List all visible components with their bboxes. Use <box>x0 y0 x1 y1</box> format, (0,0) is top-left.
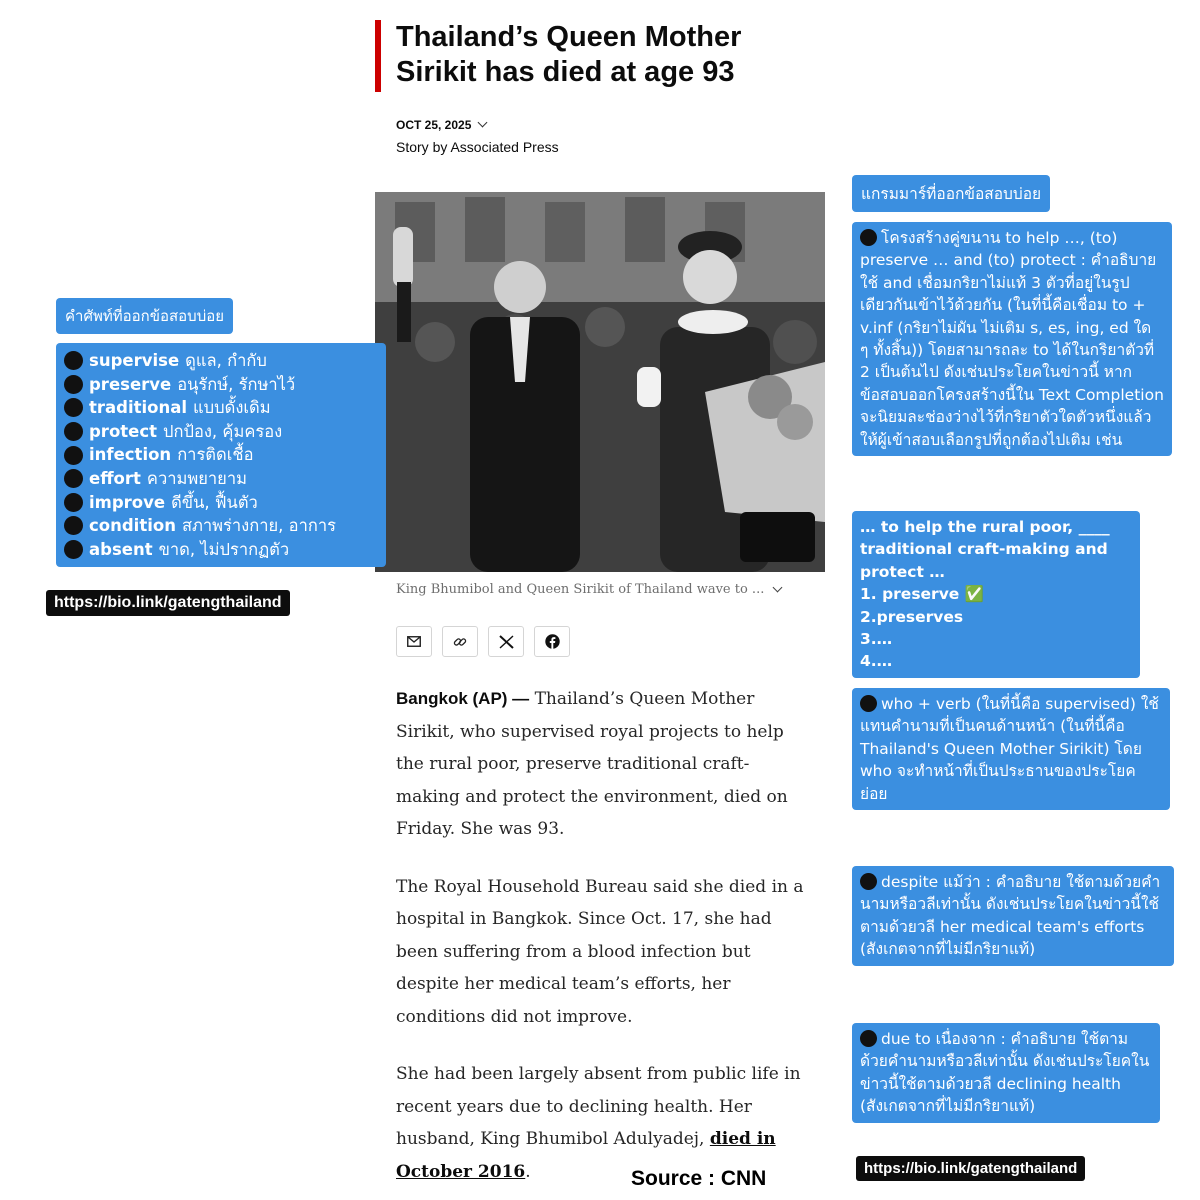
bullet-icon <box>64 375 83 394</box>
bullet-icon <box>64 469 83 488</box>
vocab-word: protect <box>89 421 158 441</box>
vocab-word: condition <box>89 516 176 536</box>
caption-expand-icon[interactable] <box>773 582 783 592</box>
bullet-icon <box>860 695 877 712</box>
bullet-icon <box>860 873 877 890</box>
vocab-title: คำศัพท์ที่ออกข้อสอบบ่อย <box>56 298 233 334</box>
share-bar <box>396 626 570 657</box>
vocab-word: infection <box>89 445 172 465</box>
vocab-word: absent <box>89 539 153 559</box>
grammar-note-text: โครงสร้างคู่ขนาน to help …, (to) preserve … and (to) protect : คำอธิบาย ใช้ and เชื่อมกริยาไม่แท้ 3 ตัวที่อยู่ในรูปเดียวกันเข้าไว้ด้วยกัน (ในที่นี้คือเชื่อม to + v.inf (กริยาไม่ผัน ไม่เติม s, es, ing, ed ใด ๆ ทั้งสิ้น)) โดยสามารถละ to ได้ในกริยาตัวที่ 2 เป็นต้นไป ดังเช่นประโยคในข่าวนี้ หากข้อสอบออกโครงสร้างนี้ใน Text Completion จะนิยมละช่องว่างไว้ที่กริยาตัวใดตัวหนึ่งแล้วให้ผู้เข้าสอบเลือกรูปที่ถูกต้องไปเติม เช่น <box>860 229 1164 449</box>
bullet-icon <box>64 516 83 535</box>
source-label: Source : CNN <box>631 1167 767 1190</box>
bio-link-left[interactable]: https://bio.link/gatengthailand <box>46 590 290 616</box>
bullet-icon <box>64 422 83 441</box>
grammar-note-who <box>852 688 1170 810</box>
paragraph-3-end: . <box>525 1161 531 1182</box>
vocab-meaning: แบบดั้งเดิม <box>193 398 271 418</box>
vocab-meaning: ความพยายาม <box>146 468 247 488</box>
publish-date: OCT 25, 2025 <box>396 118 472 132</box>
dateline: Bangkok (AP) — <box>396 689 530 708</box>
grammar-note-despite <box>852 866 1174 966</box>
vocab-word: effort <box>89 468 141 488</box>
date-row[interactable] <box>396 118 486 132</box>
grammar-note-text: who + verb (ในที่นี้คือ supervised) ใช้แทนคำนามที่เป็นคนด้านหน้า (ในที่นี้คือ Thailand's Queen Mother Sirikit) โดย who จะทำหน้าที่เป็นประธานของประโยคย่อย <box>860 695 1159 803</box>
article-photo <box>375 192 825 572</box>
vocab-item <box>64 467 380 491</box>
bullet-icon <box>860 1030 877 1047</box>
facebook-icon[interactable] <box>534 626 570 657</box>
vocab-item <box>64 349 380 373</box>
article-body <box>396 683 808 1200</box>
vocab-word: preserve <box>89 374 172 394</box>
paragraph-1-text: Thailand’s Queen Mother Sirikit, who supervised royal projects to help the rural poor, preserve traditional craft-making and protect the environment, died on Friday. She was 93. <box>396 689 788 839</box>
photo-caption: King Bhumibol and Queen Sirikit of Thailand wave to ... <box>396 582 765 597</box>
quiz-option: 4.… <box>860 652 893 671</box>
headline-block <box>375 20 795 92</box>
caption-row[interactable] <box>396 582 781 597</box>
bullet-icon <box>64 446 83 465</box>
paragraph-3-text: She had been largely absent from public life in recent years due to declining health. Her husband, King Bhumibol Adulyadej, <box>396 1064 801 1149</box>
grammar-note-text: despite แม้ว่า : คำอธิบาย ใช้ตามด้วยคำนามหรือวลีเท่านั้น ดังเช่นประโยคในข่าวนี้ใช้ตามด้วยวลี her medical team's efforts (สังเกตจากที่ไม่มีกริยาแท้) <box>860 873 1161 959</box>
vocab-item <box>64 420 380 444</box>
vocab-item <box>64 396 380 420</box>
vocab-word: supervise <box>89 351 180 370</box>
bullet-icon <box>64 351 83 370</box>
x-icon[interactable] <box>488 626 524 657</box>
obituary-link[interactable]: died in October 2016 <box>396 1129 776 1182</box>
grammar-note-text: due to เนื่องจาก : คำอธิบาย ใช้ตามด้วยคำนามหรือวลีเท่านั้น ดังเช่นประโยคในข่าวนี้ใช้ตามด้วยวลี declining health (สังเกตจากที่ไม่มีกริยาแท้) <box>860 1030 1150 1116</box>
vocab-item <box>64 491 380 515</box>
mail-icon[interactable] <box>396 626 432 657</box>
photo-illustration <box>375 192 825 572</box>
vocab-word: improve <box>89 492 166 512</box>
vocab-meaning: อนุรักษ์, รักษาไว้ <box>177 374 296 394</box>
bullet-icon <box>860 229 877 246</box>
bullet-icon <box>64 398 83 417</box>
vocab-item <box>64 373 380 397</box>
vocab-meaning: ดีขึ้น, ฟื้นตัว <box>171 492 258 512</box>
vocab-list <box>56 343 386 567</box>
grammar-title: แกรมมาร์ที่ออกข้อสอบบ่อย <box>852 175 1050 212</box>
quiz-stem: … to help the rural poor, ____ traditional craft-making and protect … <box>860 518 1110 581</box>
byline: Story by Associated Press <box>396 139 559 155</box>
vocab-meaning: การติดเชื้อ <box>177 445 254 465</box>
vocab-meaning: ขาด, ไม่ปรากฏตัว <box>158 539 290 559</box>
paragraph-2: The Royal Household Bureau said she died in a hospital in Bangkok. Since Oct. 17, she had been suffering from a blood infection but despite her medical team’s efforts, her conditions did not improve. <box>396 876 804 1027</box>
quiz-option: 2.preserves <box>860 607 964 626</box>
vocab-item <box>64 443 380 467</box>
vocab-item <box>64 514 380 538</box>
link-icon[interactable] <box>442 626 478 657</box>
bullet-icon <box>64 540 83 559</box>
vocab-item <box>64 538 380 562</box>
vocab-meaning: สภาพร่างกาย, อาการ <box>181 516 336 536</box>
bio-link-right[interactable]: https://bio.link/gatengthailand <box>856 1156 1085 1181</box>
grammar-note-due-to <box>852 1023 1160 1123</box>
quiz-option: 1. preserve ✅ <box>860 585 985 604</box>
quiz-option: 3.… <box>860 630 893 649</box>
vocab-word: traditional <box>89 398 188 418</box>
paragraph-1 <box>396 683 808 846</box>
grammar-note-parallel <box>852 222 1172 456</box>
vocab-meaning: ปกป้อง, คุ้มครอง <box>163 421 283 441</box>
vocab-meaning: ดูแล, กำกับ <box>185 351 267 370</box>
article-title: Thailand’s Queen Mother Sirikit has died at age 93 <box>396 21 742 88</box>
quiz-box <box>852 511 1140 678</box>
bullet-icon <box>64 493 83 512</box>
chevron-down-icon[interactable] <box>478 118 488 128</box>
